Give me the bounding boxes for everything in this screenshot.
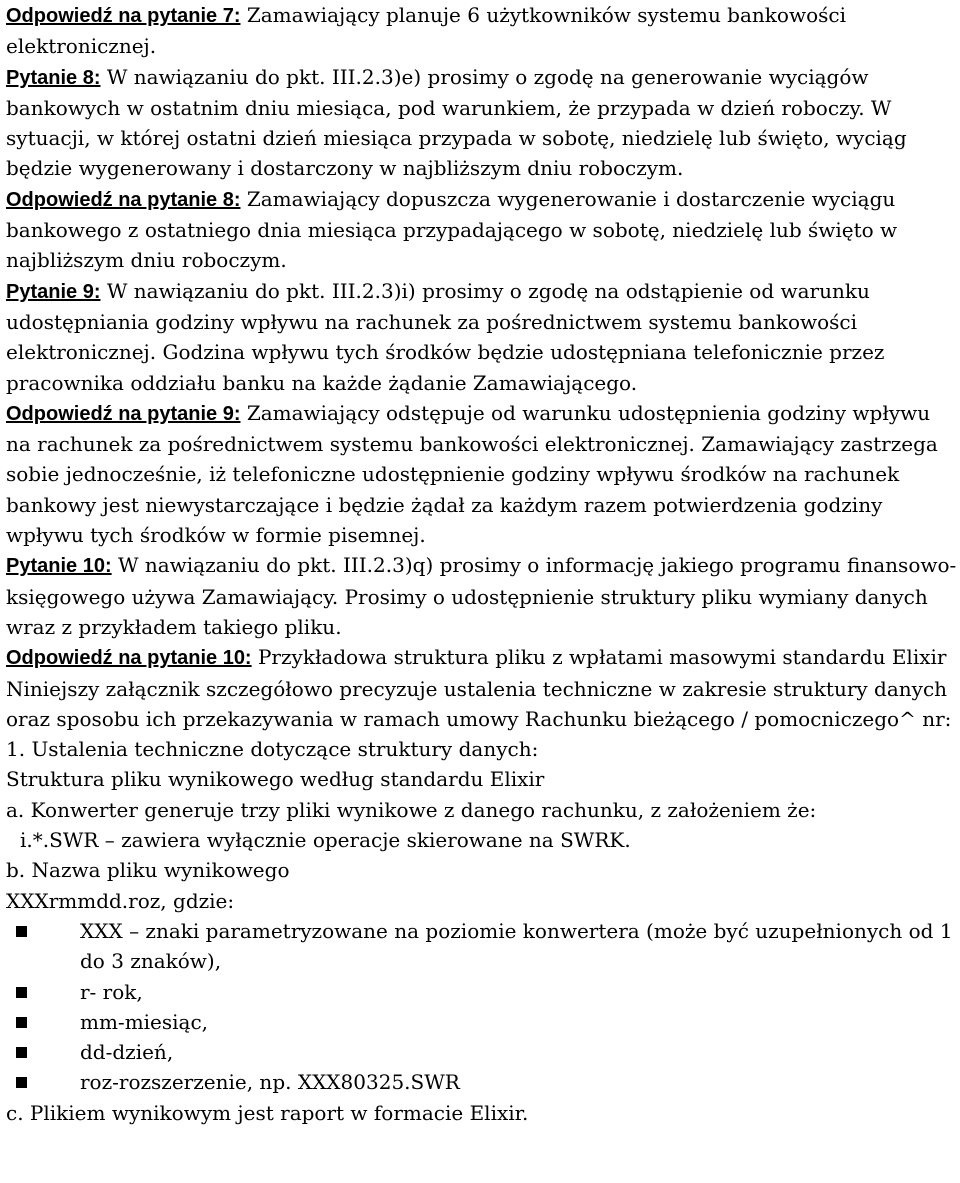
- question-10-text: W nawiązaniu do pkt. III.2.3)q) prosimy o informację jakiego programu finansowo-księgowego używa Zamawiający. Prosimy o udostępnienie struktury pliku wymiany danych wraz z przykładem takiego pliku.: [6, 553, 957, 639]
- structure-line: Struktura pliku wynikowego według standardu Elixir: [6, 767, 545, 792]
- list-item: [80, 916, 960, 977]
- list-item-text: dd-dzień,: [80, 1040, 174, 1065]
- section-1-heading: 1. Ustalenia techniczne dotyczące struktury danych:: [6, 737, 539, 762]
- answer-7: [6, 0, 960, 62]
- square-bullet-icon: [16, 1077, 27, 1088]
- answer-7-heading: Odpowiedź na pytanie 7:: [6, 5, 241, 27]
- question-8: [6, 62, 960, 184]
- answer-9: [6, 398, 960, 550]
- item-b: b. Nazwa pliku wynikowego: [6, 858, 290, 883]
- answer-10: [6, 642, 960, 673]
- square-bullet-icon: [16, 926, 27, 937]
- list-item-text: roz-rozszerzenie, np. XXX80325.SWR: [80, 1070, 460, 1095]
- list-item: [80, 1007, 960, 1037]
- list-item-text: mm-miesiąc,: [80, 1009, 209, 1034]
- list-item-text: r- rok,: [80, 979, 143, 1004]
- answer-7-text: Zamawiający planuje 6 użytkowników systemu bankowości elektronicznej.: [6, 3, 846, 59]
- question-9-heading: Pytanie 9:: [6, 280, 101, 303]
- question-9: [6, 276, 960, 398]
- question-8-text: W nawiązaniu do pkt. III.2.3)e) prosimy o zgodę na generowanie wyciągów bankowych w ostatnim dniu miesiąca, pod warunkiem, że przypada w dzień roboczy. W sytuacji, w której ostatni dzień miesiąca przypada w sobotę, niedzielę lub święto, wyciąg będzie wygenerowany i dostarczony w najbliższym dniu roboczym.: [6, 64, 907, 181]
- list-item: [80, 977, 960, 1007]
- question-10-heading: Pytanie 10:: [6, 555, 112, 578]
- answer-10-text: Przykładowa struktura pliku z wpłatami masowymi standardu Elixir: [251, 645, 947, 670]
- answer-9-text: Zamawiający odstępuje od warunku udostępnienia godziny wpływu na rachunek za pośrednictwem systemu bankowości elektronicznej. Zamawiający zastrzega sobie jednocześnie, iż telefoniczne udostępnienie godziny wpływu środków na rachunek bankowy jest niewystarczające i będzie żądał za każdym razem potwierdzenia godziny wpływu tych środków w formie pisemnej.: [6, 400, 938, 548]
- item-a-i: i.*.SWR – zawiera wyłącznie operacje skierowane na SWRK.: [20, 828, 631, 853]
- answer-8: [6, 184, 960, 276]
- square-bullet-icon: [16, 1017, 27, 1028]
- answer-8-text: Zamawiający dopuszcza wygenerowanie i dostarczenie wyciągu bankowego z ostatniego dnia miesiąca przypadającego w sobotę, niedzielę lub święto w najbliższym dniu roboczym.: [6, 186, 898, 273]
- list-item: [80, 1037, 960, 1067]
- square-bullet-icon: [16, 1047, 27, 1058]
- answer-8-heading: Odpowiedź na pytanie 8:: [6, 188, 241, 211]
- intro-paragraph: Niniejszy załącznik szczegółowo precyzuje ustalenia techniczne w zakresie struktury danych oraz sposobu ich przekazywania w ramach umowy Rachunku bieżącego / pomocniczego^ nr:: [6, 676, 952, 731]
- list-item-text: XXX – znaki parametryzowane na poziomie konwertera (może być uzupełnionych od 1 do 3 znaków),: [80, 918, 953, 974]
- item-c: c. Plikiem wynikowym jest raport w formacie Elixir.: [6, 1100, 529, 1125]
- list-item: [80, 1067, 960, 1097]
- item-a: a. Konwerter generuje trzy pliki wynikowe z danego rachunku, z założeniem że:: [6, 797, 817, 822]
- question-10: [6, 550, 960, 642]
- question-9-text: W nawiązaniu do pkt. III.2.3)i) prosimy o zgodę na odstąpienie od warunku udostępniania godziny wpływu na rachunek za pośrednictwem systemu bankowości elektronicznej. Godzina wpływu tych środków będzie udostępniana telefonicznie przez pracownika oddziału banku na każde żądanie Zamawiającego.: [6, 278, 885, 395]
- answer-10-heading: Odpowiedź na pytanie 10:: [6, 647, 252, 670]
- question-8-heading: Pytanie 8:: [6, 66, 101, 89]
- square-bullet-icon: [16, 987, 27, 998]
- document: [6, 0, 960, 1128]
- answer-9-heading: Odpowiedź na pytanie 9:: [6, 402, 241, 425]
- filename-parts-list: [6, 916, 960, 1098]
- filename-pattern: XXXrmmdd.roz, gdzie:: [6, 888, 235, 913]
